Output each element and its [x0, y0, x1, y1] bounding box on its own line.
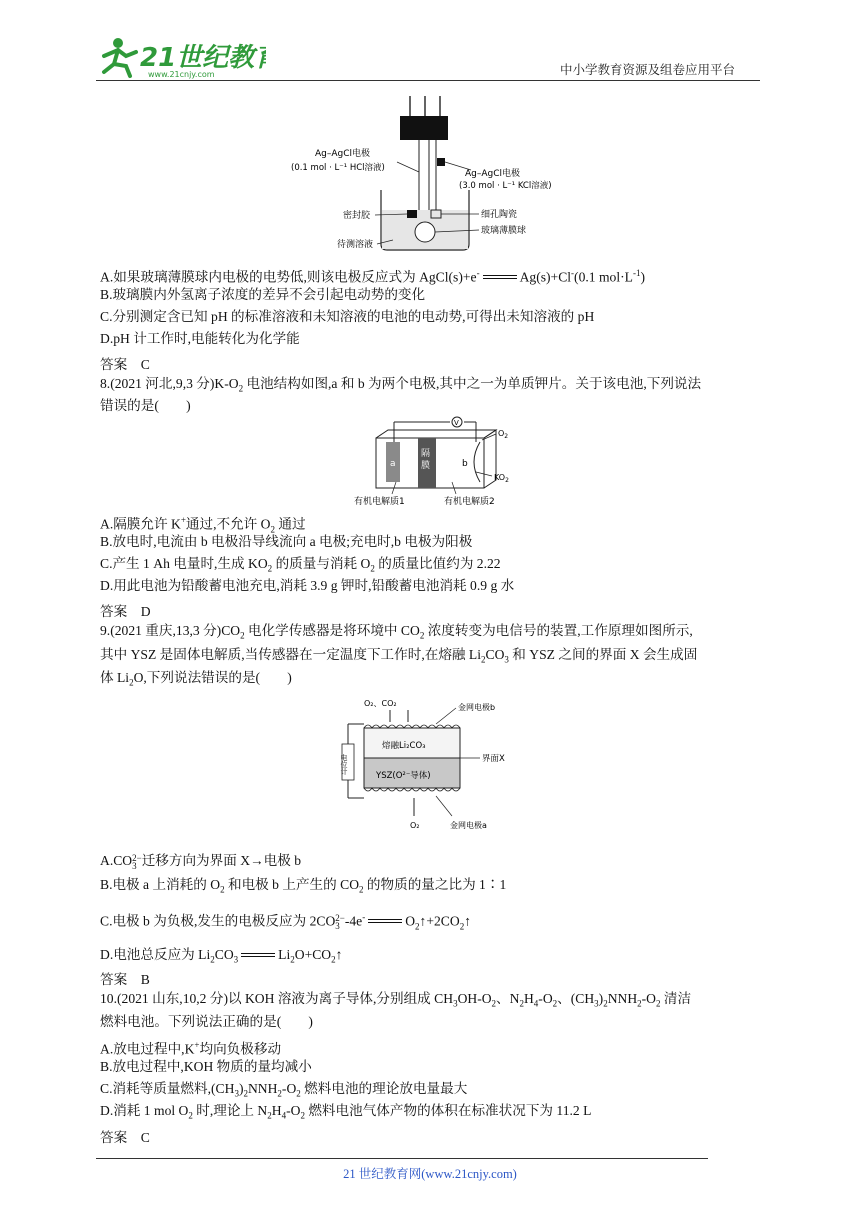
equilibrium-sign-icon	[368, 919, 402, 925]
q9-stem-line3: 体 $Li_2O$,下列说法错误的是( )	[100, 670, 292, 688]
electrolyte-2-label: 有机电解质2	[444, 497, 495, 507]
q10-answer: 答案 C	[100, 1130, 150, 1145]
logo	[96, 34, 266, 80]
runner-logo-icon	[96, 34, 266, 80]
q10-option-b: B.放电过程中,KOH 物质的量均减小	[100, 1059, 312, 1074]
fig7-label-right-2: (3.0 mol · L⁻¹ KCl溶液)	[459, 181, 552, 191]
q9-stem-line2: 其中 YSZ 是固体电解质,当传感器在一定温度下工作时,在熔融 $Li_2CO_3$ 和 YSZ 之间的界面 X 会生成固	[100, 647, 698, 665]
sensor-top-gas-label: O₂、CO₂	[364, 699, 397, 708]
q7-option-c: C.分别测定含已知 pH 的标准溶液和未知溶液的电池的电动势,可得出未知溶液的 pH	[100, 309, 595, 324]
q8-stem-line1: 8.(2021 河北,9,3 分)$K-O_2$ 电池结构如图,a 和 b 为两个电极,其中之一为单质钾片。关于该电池,下列说法	[100, 376, 702, 394]
q8-option-a: A.隔膜允许 K+通过,不允许 $O_2$ 通过	[100, 515, 306, 535]
header-divider	[96, 80, 760, 81]
k-o2-battery-figure	[352, 416, 522, 508]
fig7-label-seal: 密封胶	[343, 211, 371, 221]
fig7-label-ceramic: 细孔陶瓷	[481, 210, 518, 220]
molten-li2co3-label: 熔融Li₂CO₃	[382, 741, 426, 751]
q8-option-b: B.放电时,电流由 b 电极沿导线流向 a 电极;充电时,b 电极为阳极	[100, 534, 473, 549]
ph-meter-figure	[285, 92, 595, 258]
q9-option-d: D.电池总反应为 $Li_2CO_3$ $Li_2O+CO_2↑$	[100, 947, 343, 965]
q7-option-b: B.玻璃膜内外氢离子浓度的差异不会引起电动势的变化	[100, 287, 426, 302]
mesh-electrode-a-label: 金网电极a	[450, 821, 487, 830]
voltmeter-label: V	[454, 419, 459, 427]
q7-option-d: D.pH 计工作时,电能转化为化学能	[100, 331, 300, 346]
fig7-label-right-1: Ag–AgCl电极	[465, 169, 521, 179]
fig7-label-solution: 待测溶液	[337, 240, 374, 250]
mesh-electrode-b-label: 金网电极b	[458, 703, 496, 712]
q9-option-b: B.电极 a 上消耗的 $O_2$ 和电极 b 上产生的 $CO_2$ 的物质的量之比为 1∶1	[100, 877, 507, 895]
q9-option-a: A.CO2− 3 迁移方向为界面 X→电极 b	[100, 852, 302, 871]
equilibrium-sign-icon	[241, 953, 275, 959]
q10-option-c: C.消耗等质量燃料$,(CH_3)_2NNH_2-O_2$ 燃料电池的理论放电量最大	[100, 1081, 468, 1099]
fig7-label-left-1: Ag–AgCl电极	[315, 149, 371, 159]
q8-option-c: C.产生 1 Ah 电量时,生成 $KO_2$ 的质量与消耗 $O_2$ 的质量比值约为 2.22	[100, 556, 501, 574]
q7-answer: 答案 C	[100, 357, 150, 372]
membrane-label-2: 膜	[421, 461, 431, 471]
logo-text: 21世纪教	[140, 43, 255, 73]
membrane-label-1: 隔	[421, 449, 431, 459]
q7-option-a: A.如果玻璃薄膜球内电极的电势低,则该电极反应式为 AgCl(s)+e- Ag(s)+Cl-(0.1 $mol\cdot L^{-1}$)	[100, 268, 645, 285]
q9-answer: 答案 B	[100, 972, 150, 987]
co2-sensor-figure	[340, 694, 530, 838]
q9-option-c: C.电极 b 为负极,发生的电极反应为 2CO2− 3 -4e- $O_2↑+2CO_2↑$	[100, 912, 471, 932]
potentiometer-label: 电位计	[340, 754, 348, 775]
o2-label: $O_2$	[498, 429, 509, 440]
equilibrium-sign-icon	[483, 275, 517, 281]
header-platform-text: 中小学教育资源及组卷应用平台	[560, 62, 736, 77]
q10-option-a: A.放电过程中,K+均向负极移动	[100, 1040, 282, 1057]
electrode-b-label: b	[462, 459, 468, 469]
q8-option-d: D.用此电池为铅酸蓄电池充电,消耗 3.9 g 钾时,铅酸蓄电池消耗 0.9 g 水	[100, 578, 515, 593]
ko2-label: $KO_2$	[494, 473, 509, 484]
q10-stem-line1: 10.(2021 山东,10,2 分)以 KOH 溶液为离子导体,分别组成 $CH_3OH-O_2$、$N_2H_4-O_2$、$(CH_3)_2NNH_2-O_2$ 清洁	[100, 991, 692, 1009]
q8-answer: 答案 D	[100, 604, 151, 619]
q9-stem-line1: 9.(2021 重庆,13,3 分)$CO_2$ 电化学传感器是将环境中 $CO_2$ 浓度转变为电信号的装置,工作原理如图所示,	[100, 623, 693, 641]
footer-link[interactable]: 21 世纪教育网(www.21cnjy.com)	[343, 1167, 517, 1181]
fig7-label-glass: 玻璃薄膜球	[481, 226, 527, 236]
footer-divider	[96, 1158, 708, 1159]
fig7-label-left-2: (0.1 mol · L⁻¹ HCl溶液)	[291, 163, 385, 173]
q10-option-d: D.消耗 1 mol $O_2$ 时,理论上 $N_2H_4-O_2$ 燃料电池气体产物的体积在标准状况下为 11.2 L	[100, 1103, 592, 1121]
sensor-bottom-gas-label: O₂	[410, 821, 420, 830]
q8-stem-line2: 错误的是( )	[100, 398, 191, 413]
q10-stem-line2: 燃料电池。下列说法正确的是( )	[100, 1014, 313, 1029]
electrode-a-label: a	[390, 459, 396, 469]
electrolyte-1-label: 有机电解质1	[354, 497, 405, 507]
ysz-label: YSZ(O²⁻导体)	[376, 771, 431, 781]
interface-x-label: 界面X	[482, 754, 505, 764]
logo-url: www.21cnjy.com	[148, 70, 215, 79]
